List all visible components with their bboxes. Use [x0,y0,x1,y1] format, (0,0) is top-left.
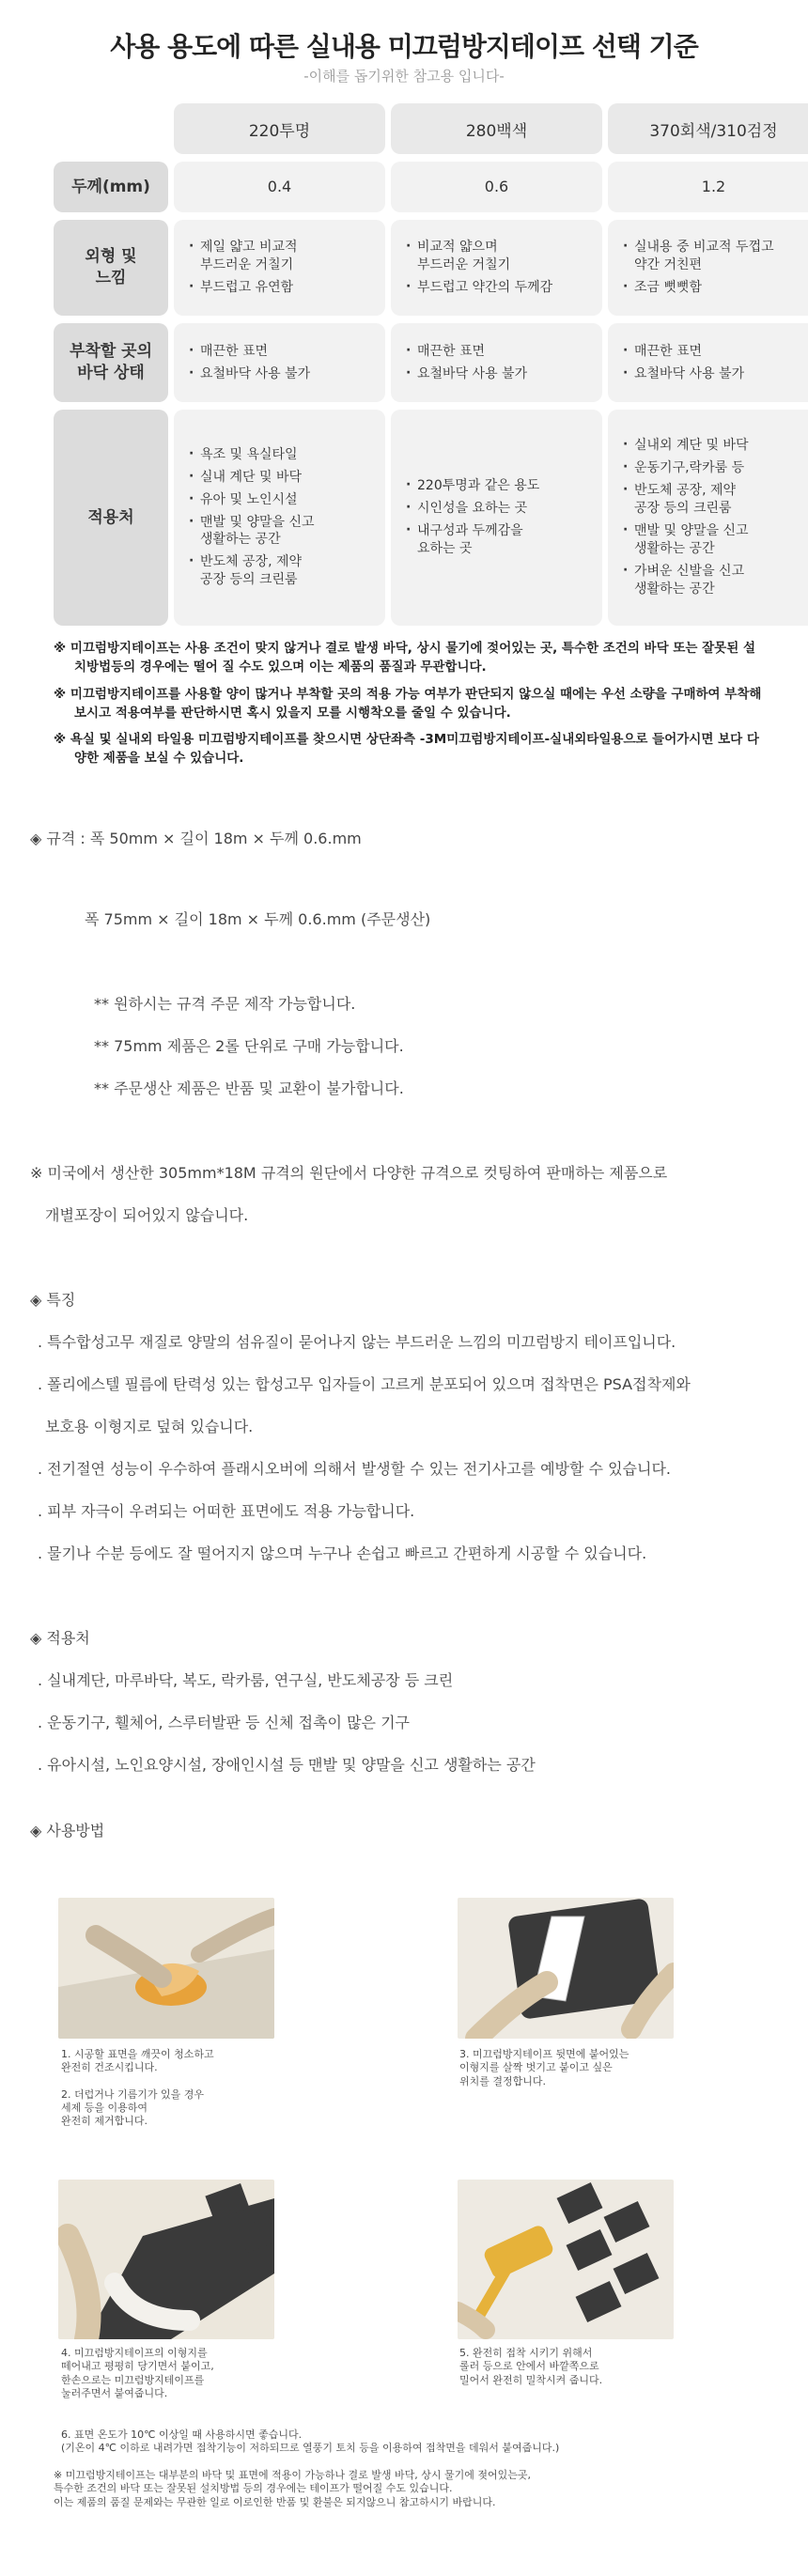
list-item: · 유아 및 노인시설 [187,491,372,509]
row-label-applications: 적용처 [54,410,168,626]
features-heading: ◈ 특징 [30,1291,76,1309]
page-subtitle: -이해를 돕기위한 참고용 입니다- [303,68,505,85]
list-item: · 220투명과 같은 용도 [404,477,589,495]
list-item: · 욕조 및 욕실타일 [187,446,372,464]
list-item: · 가벼운 신발을 신고 생활하는 공간 [621,563,806,598]
list-item: · 매끈한 표면 [621,343,806,361]
feature-item: . 특수합성고무 재질로 양말의 섬유질이 묻어나지 않는 부드러운 느낌의 미끄럼방지 테이프입니다. [38,1333,676,1351]
list-item: · 매끈한 표면 [404,343,589,361]
appearance-220 [174,220,385,316]
step-6-caption: 6. 표면 온도가 10℃ 이상일 때 사용하시면 좋습니다. (기온이 4℃ 이하로 내려가면 접착기능이 저하되므로 열풍기 토치 등을 이용하여 접착면을 데워서 붙여줍니다.) [61,2429,560,2455]
row-label-floor-condition: 부착할 곳의 바닥 상태 [54,323,168,402]
applying-illustration [58,2180,274,2339]
step-3-caption: 3. 미끄럼방지테이프 뒷면에 붙어있는 이형지를 살짝 벗기고 붙이고 싶은 위치를 결정합니다. [459,2048,629,2087]
thickness-370-value: 1.2 [701,178,726,196]
usage-illustrations [54,1898,768,2546]
list-item: · 시인성을 요하는 곳 [404,500,589,518]
note-tile: ※ 욕실 및 실내외 타일용 미끄럼방지테이프를 찾으시면 상단좌측 -3M미끄럼방지테이프-실내외타일용으로 들어가시면 보다 다양한 제품을 보실 수 있습니다. [54,732,759,767]
list-item: · 운동기구,락카룸 등 [621,459,806,477]
list-item: · 매끈한 표면 [187,343,372,361]
applications-280 [391,410,602,626]
applications-heading: ◈ 적용처 [30,1629,90,1647]
thickness-220-value: 0.4 [267,178,292,196]
list-item: · 제일 얇고 비교적 부드러운 거칠기 [187,239,372,274]
thickness-220 [174,162,385,212]
step-1-2-caption: 1. 시공할 표면을 깨끗이 청소하고 완전히 건조시킵니다. 2. 더럽거나 기름기가 있을 경우 세제 등을 이용하여 완전히 제거합니다. [61,2048,214,2128]
appearance-370 [608,220,808,316]
applications-220 [174,410,385,626]
applications-370 [608,410,808,626]
list-item: · 요철바닥 사용 불가 [621,365,806,383]
usage-heading: ◈ 사용방법 [30,1822,105,1839]
peeling-illustration [458,1898,674,2039]
floor-280 [391,323,602,402]
list-item: · 반도체 공장, 제약 공장 등의 크린룸 [621,482,806,518]
floor-370 [608,323,808,402]
spec-note-noreturn: ** 주문생산 제품은 반품 및 교환이 불가합니다. [94,1079,404,1097]
floor-220 [174,323,385,402]
list-item: · 실내용 중 비교적 두껍고 약간 거친편 [621,239,806,274]
final-note: ※ 미끄럼방지테이프는 대부분의 바닥 및 표면에 적용이 가능하나 결로 발생 바닥, 상시 물기에 젖어있는곳, 특수한 조건의 바닥 또는 잘못된 설치방법 등의 경우에는 테이프가 떨어질 수도 있습니다. 이는 제품의 품질 문제와는 무관한 일로 이로인한 반품 및 환불은 되지않으니 참고하시기 바랍니다. [54,2469,531,2508]
roller-illustration [458,2180,674,2339]
spec-note-75mm: ** 75mm 제품은 2롤 단위로 구매 가능합니다. [94,1037,404,1055]
application-item: . 실내계단, 마루바닥, 복도, 락카룸, 연구실, 반도체공장 등 크린 [38,1671,454,1689]
notes-block [54,639,768,776]
list-item: · 맨발 및 양말을 신고 생활하는 공간 [187,514,372,550]
list-item: · 실내 계단 및 바닥 [187,469,372,487]
list-item: · 조금 뻣뻣함 [621,279,806,297]
spec-line-2: 폭 75mm × 길이 18m × 두께 0.6.mm (주문생산) [85,910,431,928]
thickness-280-value: 0.6 [484,178,509,196]
column-header-280: 280백색 [391,103,602,154]
list-item: · 반도체 공장, 제약 공장 등의 크린룸 [187,553,372,589]
list-item: · 비교적 얇으며 부드러운 거칠기 [404,239,589,274]
list-item: · 맨발 및 양말을 신고 생활하는 공간 [621,522,806,558]
list-item: · 부드럽고 유연함 [187,279,372,297]
feature-item: . 폴리에스텔 필름에 탄력성 있는 합성고무 입자들이 고르게 분포되어 있으며 접착면은 PSA접착제와 [38,1375,691,1393]
thickness-280 [391,162,602,212]
spec-usa-line-1: ※ 미국에서 생산한 305mm*18M 규격의 원단에서 다양한 규격으로 컷팅하여 판매하는 제품으로 [30,1164,668,1182]
row-label-thickness: 두께(mm) [54,162,168,212]
application-item: . 유아시설, 노인요양시설, 장애인시설 등 맨발 및 양말을 신고 생활하는 공간 [38,1756,536,1774]
application-item: . 운동기구, 휄체어, 스루터발판 등 신체 접촉이 많은 기구 [38,1714,410,1731]
list-item: · 내구성과 두께감을 요하는 곳 [404,522,589,558]
cleaning-illustration [58,1898,274,2039]
thickness-370 [608,162,808,212]
list-item: · 요철바닥 사용 불가 [404,365,589,383]
step-4-caption: 4. 미끄럼방지테이프의 이형지를 떼어내고 평평히 당기면서 붙이고, 한손으로는 미끄럼방지테이프를 눌러주면서 붙여줍니다. [61,2347,214,2399]
spec-line-1: ◈ 규격 : 폭 50mm × 길이 18m × 두께 0.6.mm [30,830,362,847]
column-header-220: 220투명 [174,103,385,154]
page-title: 사용 용도에 따른 실내용 미끄럼방지테이프 선택 기준 [110,31,698,62]
appearance-280 [391,220,602,316]
row-label-appearance: 외형 및 느낌 [54,220,168,316]
note-condition: ※ 미끄럼방지테이프는 사용 조건이 맞지 않거나 결로 발생 바닥, 상시 물기에 젖어있는 곳, 특수한 조건의 바닥 또는 잘못된 설치방법등의 경우에는 떨어 질 수도 있으며 이는 제품의 품질과 무관합니다. [54,641,755,675]
feature-item: 보호용 이형지로 덮혀 있습니다. [45,1418,254,1435]
feature-item: . 피부 자극이 우려되는 어떠한 표면에도 적용 가능합니다. [38,1502,415,1520]
step-5-caption: 5. 완전히 접착 시키기 위해서 롤러 등으로 안에서 바깥쪽으로 밀어서 완전히 밀착시켜 줍니다. [459,2347,603,2386]
column-header-370-310: 370회색/310검정 [608,103,808,154]
list-item: · 실내외 계단 및 바닥 [621,437,806,455]
spec-note-custom: ** 원하시는 규격 주문 제작 가능합니다. [94,995,356,1013]
spec-usa-line-2: 개별포장이 되어있지 않습니다. [45,1206,249,1224]
list-item: · 부드럽고 약간의 두께감 [404,279,589,297]
list-item: · 요철바닥 사용 불가 [187,365,372,383]
note-trial: ※ 미끄럼방지테이프를 사용할 양이 많거나 부착할 곳의 적용 가능 여부가 판단되지 않으실 때에는 우선 소량을 구매하여 부착해 보시고 적용여부를 판단하시면 혹시 있을지 모를 시행착오를 줄일 수 있습니다. [54,686,762,721]
feature-item: . 물기나 수분 등에도 잘 떨어지지 않으며 누구나 손쉽고 빠르고 간편하게 시공할 수 있습니다. [38,1544,647,1562]
feature-item: . 전기절연 성능이 우수하여 플래시오버에 의해서 발생할 수 있는 전기사고를 예방할 수 있습니다. [38,1460,671,1478]
